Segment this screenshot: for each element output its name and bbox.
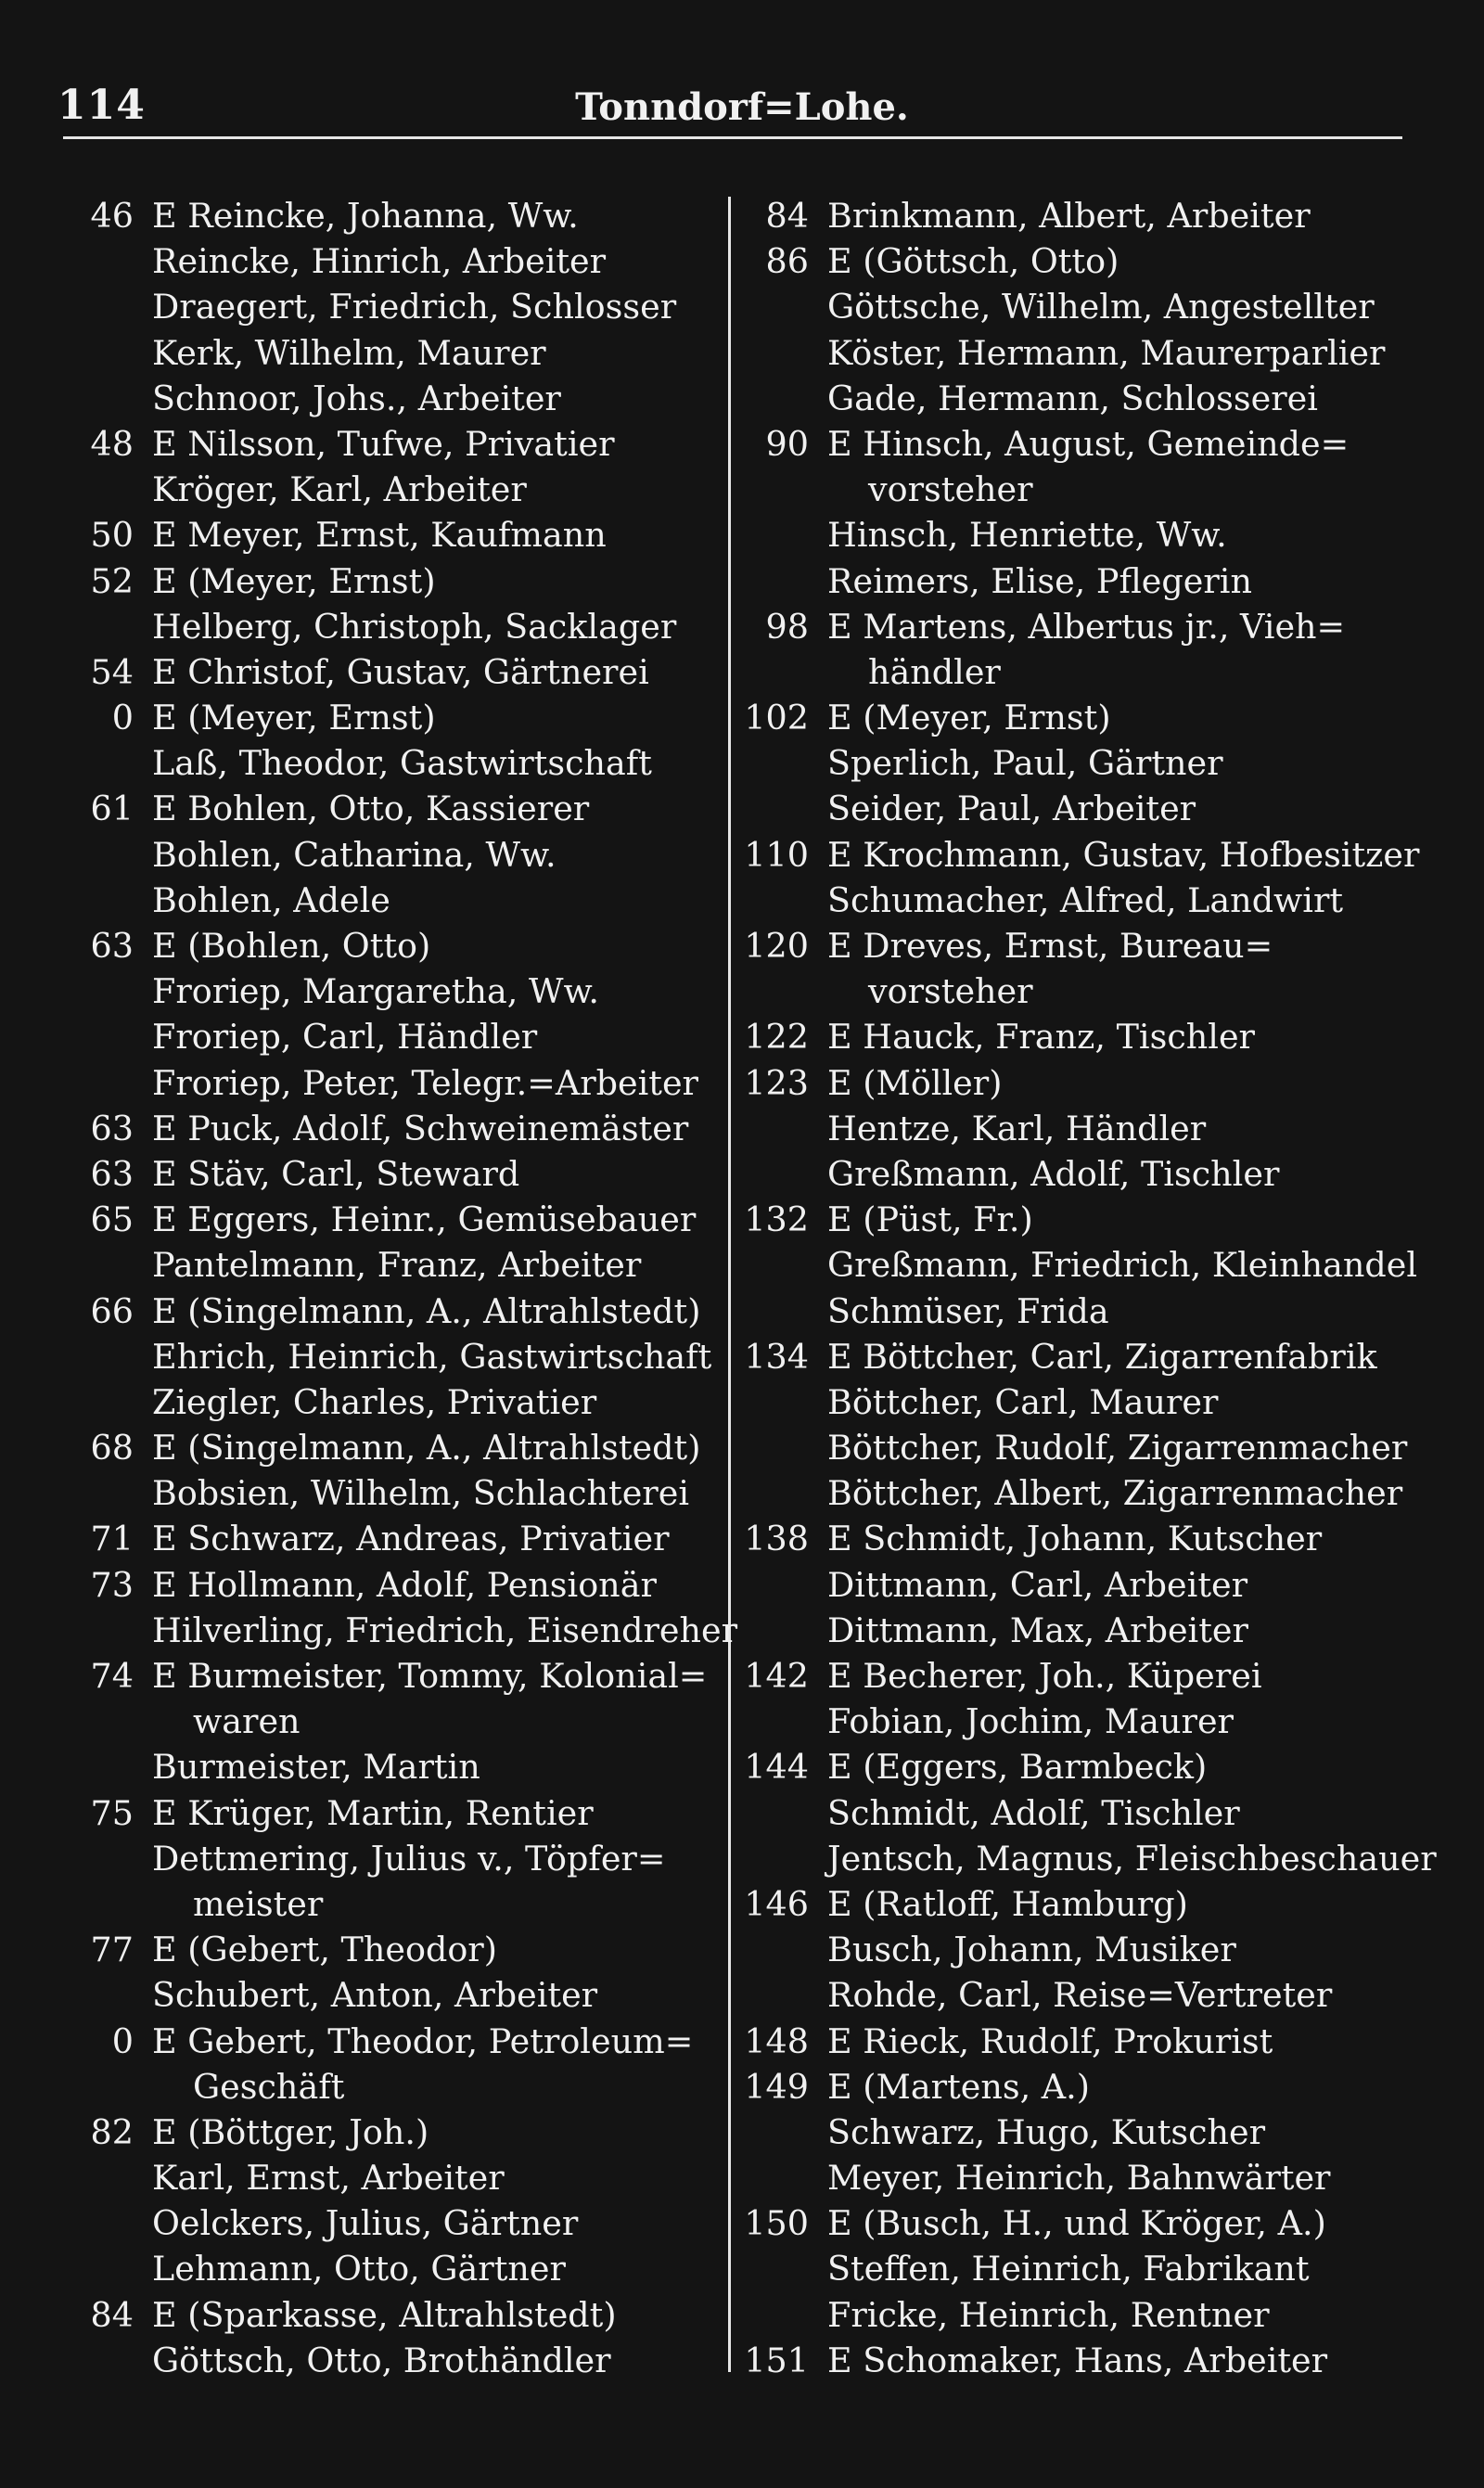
house-number: 86	[765, 241, 809, 282]
directory-entry	[742, 193, 1447, 238]
directory-entry	[742, 786, 1447, 831]
resident-entry: vorsteher	[868, 469, 1033, 510]
resident-entry: Draegert, Friedrich, Schlosser	[152, 287, 677, 327]
resident-entry: Dittmann, Max, Arbeiter	[827, 1610, 1248, 1650]
directory-entry	[742, 604, 1447, 649]
resident-entry: E Krüger, Martin, Rentier	[152, 1792, 594, 1833]
resident-entry: E Schmidt, Johann, Kutscher	[827, 1519, 1323, 1559]
resident-entry: Fobian, Jochim, Maurer	[827, 1701, 1234, 1742]
resident-entry: Geschäft	[193, 2066, 345, 2107]
house-number: 110	[744, 834, 809, 875]
resident-entry: E (Böttger, Joh.)	[152, 2111, 429, 2152]
directory-entry	[67, 2110, 716, 2155]
directory-entry	[742, 1334, 1447, 1379]
directory-entry	[67, 1151, 716, 1197]
directory-entry	[742, 1379, 1447, 1425]
resident-entry: E Eggers, Heinr., Gemüsebauer	[152, 1199, 697, 1240]
directory-entry	[67, 558, 716, 604]
resident-entry: E Becherer, Joh., Küperei	[827, 1656, 1262, 1696]
directory-entry	[742, 1014, 1447, 1059]
directory-entry	[742, 1881, 1447, 1927]
resident-entry: E Schomaker, Hans, Arbeiter	[827, 2340, 1328, 2380]
house-number: 84	[765, 196, 809, 236]
directory-entry	[67, 695, 716, 740]
resident-entry: E Stäv, Carl, Steward	[152, 1153, 520, 1194]
resident-entry: E Puck, Adolf, Schweinemäster	[152, 1108, 689, 1148]
resident-entry: Reimers, Elise, Pflegerin	[827, 560, 1252, 601]
directory-entry	[67, 1972, 716, 2018]
resident-entry: E Gebert, Theodor, Petroleum=	[152, 2020, 694, 2061]
resident-entry: E (Singelmann, A., Altrahlstedt)	[152, 1428, 701, 1468]
resident-entry: E (Ratloff, Hamburg)	[827, 1883, 1188, 1924]
house-number: 134	[744, 1336, 809, 1377]
resident-entry: Fricke, Heinrich, Rentner	[827, 2294, 1270, 2335]
directory-entry	[67, 512, 716, 558]
house-number: 148	[744, 2020, 809, 2061]
resident-entry: Brinkmann, Albert, Arbeiter	[827, 196, 1311, 236]
directory-entry	[67, 2338, 716, 2383]
directory-entry	[67, 2064, 716, 2110]
resident-entry: Hilverling, Friedrich, Eisendreher	[152, 1610, 738, 1650]
directory-entry	[742, 968, 1447, 1014]
resident-entry: Pantelmann, Franz, Arbeiter	[152, 1245, 642, 1286]
house-number: 122	[744, 1017, 809, 1058]
resident-entry: meister	[193, 1883, 324, 1924]
directory-entry	[742, 558, 1447, 604]
resident-entry: Böttcher, Rudolf, Zigarrenmacher	[827, 1428, 1408, 1468]
directory-entry	[742, 238, 1447, 284]
resident-entry: E (Püst, Fr.)	[827, 1199, 1033, 1240]
resident-entry: Froriep, Carl, Händler	[152, 1017, 538, 1058]
resident-entry: händler	[868, 651, 1001, 692]
directory-entry	[67, 1014, 716, 1059]
house-number: 66	[90, 1290, 134, 1331]
directory-entry	[742, 1516, 1447, 1561]
resident-entry: Ehrich, Heinrich, Gastwirtschaft	[152, 1336, 712, 1377]
resident-entry: E (Möller)	[827, 1062, 1003, 1103]
house-number: 68	[90, 1428, 134, 1468]
directory-entry	[742, 1562, 1447, 1608]
house-number: 74	[90, 1656, 134, 1696]
resident-entry: Hinsch, Henriette, Ww.	[827, 515, 1227, 556]
directory-entry	[742, 1927, 1447, 1972]
directory-entry	[742, 1790, 1447, 1836]
resident-entry: E Böttcher, Carl, Zigarrenfabrik	[827, 1336, 1377, 1377]
directory-entry	[742, 1197, 1447, 1242]
directory-entry	[67, 1562, 716, 1608]
resident-entry: Bohlen, Catharina, Ww.	[152, 834, 556, 875]
resident-entry: Köster, Hermann, Maurerparlier	[827, 332, 1386, 373]
house-number: 98	[765, 606, 809, 647]
directory-entry	[67, 2155, 716, 2200]
resident-entry: Kröger, Karl, Arbeiter	[152, 469, 527, 510]
resident-entry: Dettmering, Julius v., Töpfer=	[152, 1838, 666, 1879]
house-number: 150	[744, 2203, 809, 2244]
resident-entry: Busch, Johann, Musiker	[827, 1930, 1236, 1970]
house-number: 46	[90, 196, 134, 236]
directory-entry	[67, 1836, 716, 1881]
house-number: 82	[90, 2111, 134, 2152]
resident-entry: Karl, Ernst, Arbeiter	[152, 2158, 505, 2199]
resident-entry: Lehmann, Otto, Gärtner	[152, 2249, 566, 2289]
resident-entry: E Martens, Albertus jr., Vieh=	[827, 606, 1346, 647]
resident-entry: Schnoor, Johs., Arbeiter	[152, 378, 561, 418]
resident-entry: E (Sparkasse, Altrahlstedt)	[152, 2294, 617, 2335]
resident-entry: E Schwarz, Andreas, Privatier	[152, 1519, 670, 1559]
house-number: 120	[744, 926, 809, 966]
directory-entry	[67, 1197, 716, 1242]
resident-entry: E (Martens, A.)	[827, 2066, 1090, 2107]
directory-entry	[67, 2246, 716, 2291]
resident-entry: E Krochmann, Gustav, Hofbesitzer	[827, 834, 1420, 875]
resident-entry: E (Meyer, Ernst)	[827, 698, 1111, 738]
house-number: 123	[744, 1062, 809, 1103]
resident-entry: E Hinsch, August, Gemeinde=	[827, 423, 1350, 464]
directory-entry	[742, 1470, 1447, 1516]
directory-entry	[742, 2019, 1447, 2064]
resident-entry: E Christof, Gustav, Gärtnerei	[152, 651, 649, 692]
house-number: 50	[90, 515, 134, 556]
directory-entry	[67, 649, 716, 695]
house-number: 90	[765, 423, 809, 464]
resident-entry: E (Göttsch, Otto)	[827, 241, 1119, 282]
directory-entry	[67, 330, 716, 376]
directory-entry	[742, 376, 1447, 421]
resident-entry: Böttcher, Carl, Maurer	[827, 1381, 1219, 1422]
header-rule	[63, 136, 1402, 139]
house-number: 63	[90, 926, 134, 966]
directory-entry	[742, 2292, 1447, 2338]
resident-entry: Greßmann, Adolf, Tischler	[827, 1153, 1280, 1194]
directory-entry	[67, 1699, 716, 1744]
house-number: 102	[744, 698, 809, 738]
running-head: Tonndorf=Lohe.	[575, 85, 909, 129]
resident-entry: Froriep, Peter, Telegr.=Arbeiter	[152, 1062, 699, 1103]
resident-entry: E Burmeister, Tommy, Kolonial=	[152, 1656, 708, 1696]
directory-entry	[67, 878, 716, 923]
directory-entry	[742, 1744, 1447, 1789]
directory-entry	[67, 604, 716, 649]
resident-entry: Froriep, Margaretha, Ww.	[152, 971, 599, 1012]
directory-entry	[742, 1608, 1447, 1653]
directory-entry	[742, 2155, 1447, 2200]
resident-entry: E (Meyer, Ernst)	[152, 698, 436, 738]
house-number: 146	[744, 1883, 809, 1924]
directory-entry	[67, 1425, 716, 1470]
column-divider	[728, 197, 731, 2372]
directory-entry	[67, 1744, 716, 1789]
directory-entry	[67, 1334, 716, 1379]
house-number: 142	[744, 1656, 809, 1696]
directory-entry	[742, 2246, 1447, 2291]
resident-entry: Reincke, Hinrich, Arbeiter	[152, 241, 607, 282]
resident-entry: Schumacher, Alfred, Landwirt	[827, 879, 1344, 920]
resident-entry: E Hollmann, Adolf, Pensionär	[152, 1564, 657, 1605]
resident-entry: Seider, Paul, Arbeiter	[827, 789, 1196, 829]
directory-entry	[67, 740, 716, 786]
house-number: 73	[90, 1564, 134, 1605]
directory-entry	[67, 284, 716, 329]
house-number: 84	[90, 2294, 134, 2335]
resident-entry: E (Singelmann, A., Altrahlstedt)	[152, 1290, 701, 1331]
directory-entry	[67, 968, 716, 1014]
directory-entry	[742, 330, 1447, 376]
resident-entry: Schubert, Anton, Arbeiter	[152, 1975, 598, 2016]
directory-entry	[67, 1242, 716, 1288]
resident-entry: E Rieck, Rudolf, Prokurist	[827, 2020, 1273, 2061]
left-column	[67, 193, 738, 2383]
house-number: 61	[90, 789, 134, 829]
resident-entry: Bobsien, Wilhelm, Schlachterei	[152, 1473, 690, 1514]
right-column	[742, 193, 1447, 2383]
directory-entry	[67, 1106, 716, 1151]
directory-entry	[742, 832, 1447, 878]
page-number: 114	[58, 82, 146, 129]
resident-entry: Bohlen, Adele	[152, 879, 390, 920]
directory-entry	[742, 467, 1447, 512]
resident-entry: Jentsch, Magnus, Fleischbeschauer	[827, 1838, 1437, 1879]
directory-entry	[742, 1242, 1447, 1288]
directory-entry	[742, 512, 1447, 558]
house-number: 144	[744, 1747, 809, 1788]
resident-entry: E Hauck, Franz, Tischler	[827, 1017, 1256, 1058]
resident-entry: Kerk, Wilhelm, Maurer	[152, 332, 546, 373]
resident-entry: Schmidt, Adolf, Tischler	[827, 1792, 1240, 1833]
resident-entry: Steffen, Heinrich, Fabrikant	[827, 2249, 1310, 2289]
directory-entry	[742, 284, 1447, 329]
directory-entry	[742, 1151, 1447, 1197]
directory-entry	[742, 740, 1447, 786]
resident-entry: Gade, Hermann, Schlosserei	[827, 378, 1318, 418]
resident-entry: Hentze, Karl, Händler	[827, 1108, 1207, 1148]
resident-entry: Ziegler, Charles, Privatier	[152, 1381, 597, 1422]
resident-entry: Oelckers, Julius, Gärtner	[152, 2203, 579, 2244]
directory-entry	[67, 832, 716, 878]
resident-entry: E Reincke, Johanna, Ww.	[152, 196, 579, 236]
resident-entry: E (Gebert, Theodor)	[152, 1930, 497, 1970]
directory-entry	[67, 923, 716, 968]
directory-entry	[67, 2200, 716, 2246]
directory-entry	[742, 1289, 1447, 1334]
house-number: 71	[90, 1519, 134, 1559]
resident-entry: Göttsch, Otto, Brothändler	[152, 2340, 611, 2380]
directory-entry	[67, 2019, 716, 2064]
house-number: 48	[90, 423, 134, 464]
directory-entry	[742, 1653, 1447, 1699]
resident-entry: Rohde, Carl, Reise=Vertreter	[827, 1975, 1333, 2016]
directory-entry	[67, 1653, 716, 1699]
directory-entry	[67, 1470, 716, 1516]
resident-entry: E (Meyer, Ernst)	[152, 560, 436, 601]
directory-entry	[67, 1060, 716, 1106]
directory-entry	[742, 2200, 1447, 2246]
resident-entry: E Bohlen, Otto, Kassierer	[152, 789, 590, 829]
resident-entry: Göttsche, Wilhelm, Angestellter	[827, 287, 1375, 327]
house-number: 63	[90, 1153, 134, 1194]
directory-entry	[742, 649, 1447, 695]
directory-entry	[67, 421, 716, 467]
directory-entry	[67, 1516, 716, 1561]
directory-entry	[67, 1289, 716, 1334]
directory-entry	[67, 1608, 738, 1653]
resident-entry: E Meyer, Ernst, Kaufmann	[152, 515, 607, 556]
directory-entry	[67, 1881, 716, 1927]
resident-entry: Meyer, Heinrich, Bahnwärter	[827, 2158, 1331, 2199]
directory-entry	[742, 1060, 1447, 1106]
resident-entry: Schwarz, Hugo, Kutscher	[827, 2111, 1266, 2152]
directory-entry	[742, 1699, 1447, 1744]
directory-entry	[742, 421, 1447, 467]
house-number: 75	[90, 1792, 134, 1833]
resident-entry: Greßmann, Friedrich, Kleinhandel	[827, 1245, 1418, 1286]
resident-entry: Sperlich, Paul, Gärtner	[827, 743, 1223, 784]
directory-entry	[742, 2338, 1447, 2383]
directory-entry	[742, 923, 1447, 968]
directory-entry	[742, 2064, 1447, 2110]
house-number: 149	[744, 2066, 809, 2107]
directory-entry	[67, 376, 716, 421]
resident-entry: Dittmann, Carl, Arbeiter	[827, 1564, 1248, 1605]
directory-entry	[67, 1379, 716, 1425]
directory-entry	[67, 467, 716, 512]
resident-entry: Helberg, Christoph, Sacklager	[152, 606, 677, 647]
house-number: 0	[111, 2020, 134, 2061]
house-number: 77	[90, 1930, 134, 1970]
house-number: 52	[90, 560, 134, 601]
directory-entry	[67, 238, 716, 284]
house-number: 54	[90, 651, 134, 692]
resident-entry: Laß, Theodor, Gastwirtschaft	[152, 743, 652, 784]
resident-entry: E (Busch, H., und Kröger, A.)	[827, 2203, 1326, 2244]
directory-entry	[67, 786, 716, 831]
directory-entry	[742, 878, 1447, 923]
directory-entry	[742, 1106, 1447, 1151]
resident-entry: E Dreves, Ernst, Bureau=	[827, 926, 1273, 966]
house-number: 0	[111, 698, 134, 738]
resident-entry: Burmeister, Martin	[152, 1747, 480, 1788]
directory-entry	[742, 695, 1447, 740]
house-number: 151	[744, 2340, 809, 2380]
house-number: 65	[90, 1199, 134, 1240]
directory-entry	[67, 1790, 716, 1836]
house-number: 63	[90, 1108, 134, 1148]
resident-entry: E (Eggers, Barmbeck)	[827, 1747, 1208, 1788]
resident-entry: Böttcher, Albert, Zigarrenmacher	[827, 1473, 1403, 1514]
directory-entry	[742, 2110, 1447, 2155]
resident-entry: vorsteher	[868, 971, 1033, 1012]
resident-entry: waren	[193, 1701, 301, 1742]
directory-entry	[742, 1972, 1447, 2018]
resident-entry: Schmüser, Frida	[827, 1290, 1109, 1331]
house-number: 138	[744, 1519, 809, 1559]
directory-entry	[742, 1425, 1447, 1470]
directory-entry	[742, 1836, 1447, 1881]
directory-entry	[67, 2292, 716, 2338]
resident-entry: E (Bohlen, Otto)	[152, 926, 431, 966]
directory-entry	[67, 1927, 716, 1972]
resident-entry: E Nilsson, Tufwe, Privatier	[152, 423, 615, 464]
directory-entry	[67, 193, 716, 238]
house-number: 132	[744, 1199, 809, 1240]
